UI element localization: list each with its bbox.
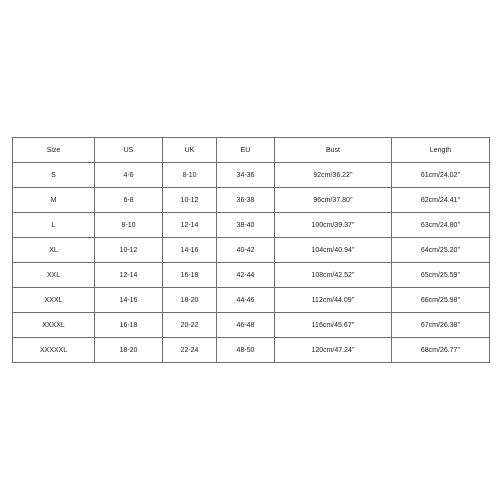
- cell-uk: 8-10: [163, 163, 217, 188]
- cell-bust: 100cm/39.37'': [275, 213, 392, 238]
- table-row: [13, 288, 490, 313]
- cell-us: 4-6: [95, 163, 163, 188]
- cell-uk: 22-24: [163, 338, 217, 363]
- table-row: [13, 338, 490, 363]
- cell-eu: 34-36: [217, 163, 275, 188]
- cell-length: 64cm/25.20'': [392, 238, 490, 263]
- cell-eu: 38-40: [217, 213, 275, 238]
- cell-length: 68cm/26.77'': [392, 338, 490, 363]
- table-row: [13, 238, 490, 263]
- cell-size: XXXXL: [13, 313, 95, 338]
- cell-uk: 20-22: [163, 313, 217, 338]
- cell-uk: 18-20: [163, 288, 217, 313]
- table-row: [13, 188, 490, 213]
- cell-uk: 14-16: [163, 238, 217, 263]
- header-bust: Bust: [275, 138, 392, 163]
- cell-length: 61cm/24.02'': [392, 163, 490, 188]
- table-row: [13, 213, 490, 238]
- cell-bust: 112cm/44.09'': [275, 288, 392, 313]
- cell-length: 66cm/25.98'': [392, 288, 490, 313]
- size-chart-table: [12, 137, 490, 363]
- cell-us: 18-20: [95, 338, 163, 363]
- header-eu: EU: [217, 138, 275, 163]
- cell-length: 62cm/24.41'': [392, 188, 490, 213]
- cell-bust: 116cm/45.67'': [275, 313, 392, 338]
- cell-bust: 120cm/47.24'': [275, 338, 392, 363]
- cell-eu: 48-50: [217, 338, 275, 363]
- cell-uk: 16-18: [163, 263, 217, 288]
- table-row: [13, 263, 490, 288]
- cell-eu: 46-48: [217, 313, 275, 338]
- cell-us: 8-10: [95, 213, 163, 238]
- cell-size: XXXXXL: [13, 338, 95, 363]
- header-length: Length: [392, 138, 490, 163]
- header-us: US: [95, 138, 163, 163]
- cell-uk: 12-14: [163, 213, 217, 238]
- cell-eu: 40-42: [217, 238, 275, 263]
- cell-size: XL: [13, 238, 95, 263]
- cell-us: 6-8: [95, 188, 163, 213]
- header-size: Size: [13, 138, 95, 163]
- cell-length: 63cm/24.80'': [392, 213, 490, 238]
- cell-size: S: [13, 163, 95, 188]
- cell-eu: 42-44: [217, 263, 275, 288]
- table-row: [13, 313, 490, 338]
- cell-us: 14-16: [95, 288, 163, 313]
- header-row: [13, 138, 490, 163]
- cell-size: M: [13, 188, 95, 213]
- cell-eu: 36-38: [217, 188, 275, 213]
- cell-bust: 108cm/42.52'': [275, 263, 392, 288]
- cell-eu: 44-46: [217, 288, 275, 313]
- cell-uk: 10-12: [163, 188, 217, 213]
- cell-size: XXXL: [13, 288, 95, 313]
- cell-us: 12-14: [95, 263, 163, 288]
- table-row: [13, 163, 490, 188]
- cell-bust: 92cm/36.22'': [275, 163, 392, 188]
- header-uk: UK: [163, 138, 217, 163]
- cell-bust: 104cm/40.94'': [275, 238, 392, 263]
- cell-length: 67cm/26.38'': [392, 313, 490, 338]
- cell-us: 16-18: [95, 313, 163, 338]
- cell-us: 10-12: [95, 238, 163, 263]
- cell-length: 65cm/25.59'': [392, 263, 490, 288]
- cell-bust: 96cm/37.80'': [275, 188, 392, 213]
- cell-size: L: [13, 213, 95, 238]
- cell-size: XXL: [13, 263, 95, 288]
